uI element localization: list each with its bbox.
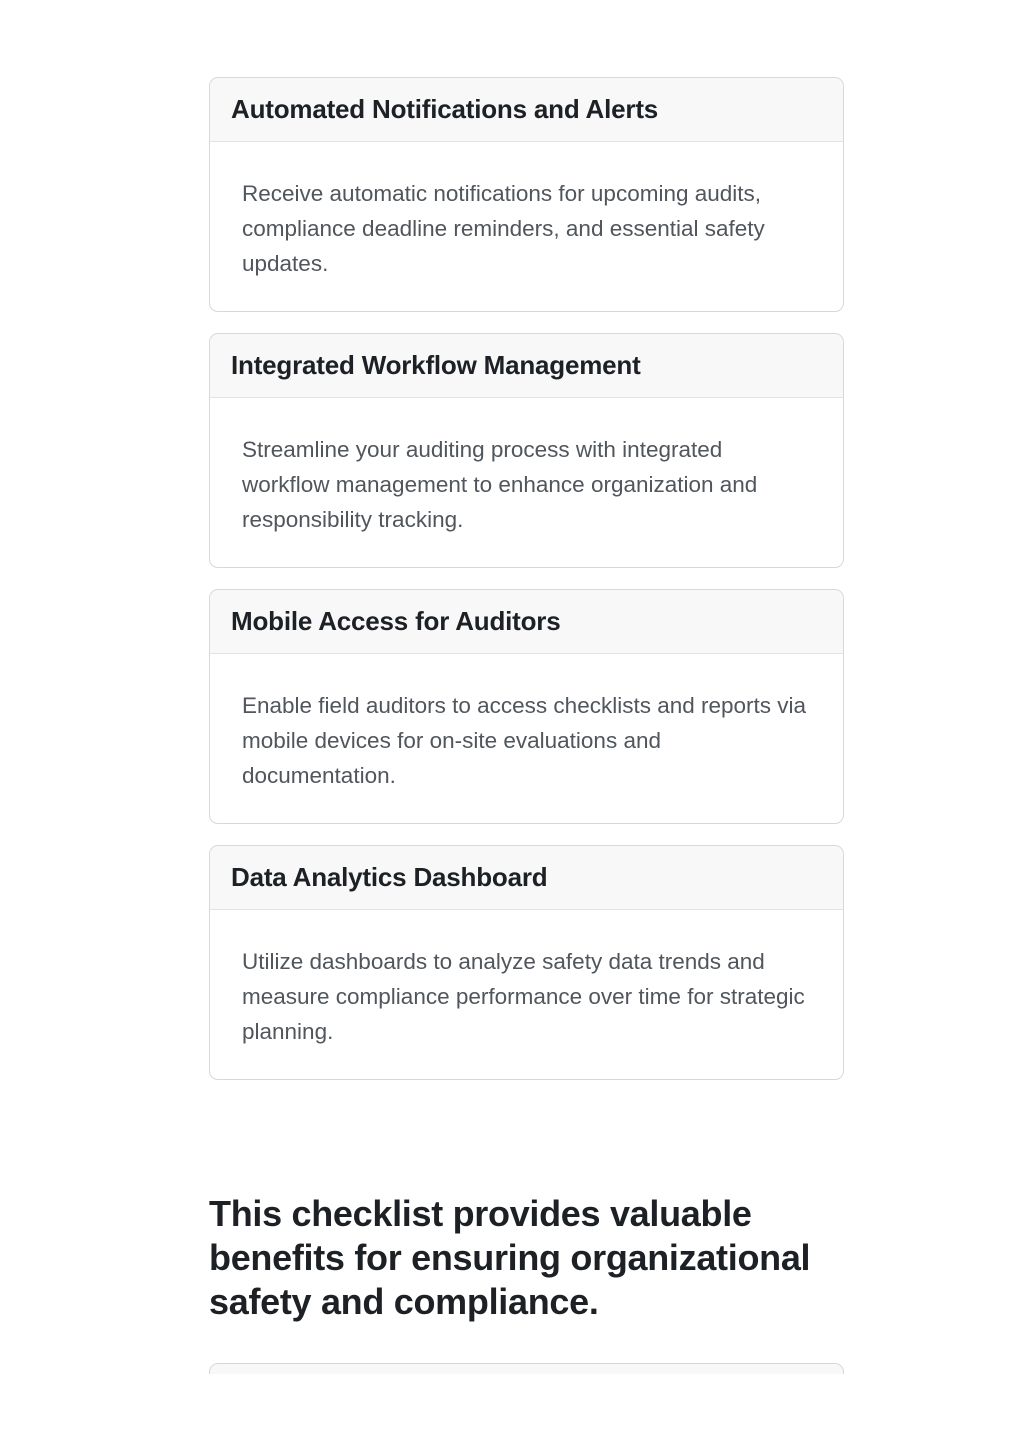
feature-card-title: Data Analytics Dashboard (231, 862, 548, 892)
feature-card (209, 845, 844, 1080)
feature-card-header (210, 334, 843, 398)
viewport-bottom-edge (0, 1374, 1024, 1449)
feature-card-list (209, 77, 844, 1101)
feature-card-header (210, 78, 843, 142)
feature-card-header (210, 846, 843, 910)
feature-card-body (210, 910, 843, 1049)
feature-card-title: Mobile Access for Auditors (231, 606, 561, 636)
feature-card-body (210, 142, 843, 281)
feature-card-title: Integrated Workflow Management (231, 350, 641, 380)
feature-card-description: Utilize dashboards to analyze safety data trends and measure compliance performance over time for strategic planning. (242, 949, 805, 1044)
summary-heading: This checklist provides valuable benefits for ensuring organizational safety and compliance. (209, 1193, 811, 1322)
feature-card-body (210, 398, 843, 537)
feature-card (209, 77, 844, 312)
feature-card-title: Automated Notifications and Alerts (231, 94, 659, 124)
feature-card (209, 333, 844, 568)
feature-card-description: Streamline your auditing process with integrated workflow management to enhance organization and responsibility tracking. (242, 437, 758, 532)
feature-card-body (210, 654, 843, 793)
feature-card (209, 589, 844, 824)
feature-card-description: Enable field auditors to access checklists and reports via mobile devices for on-site evaluations and documentation. (242, 693, 807, 788)
feature-card-header (210, 590, 843, 654)
feature-card-description: Receive automatic notifications for upcoming audits, compliance deadline reminders, and essential safety updates. (242, 181, 765, 276)
